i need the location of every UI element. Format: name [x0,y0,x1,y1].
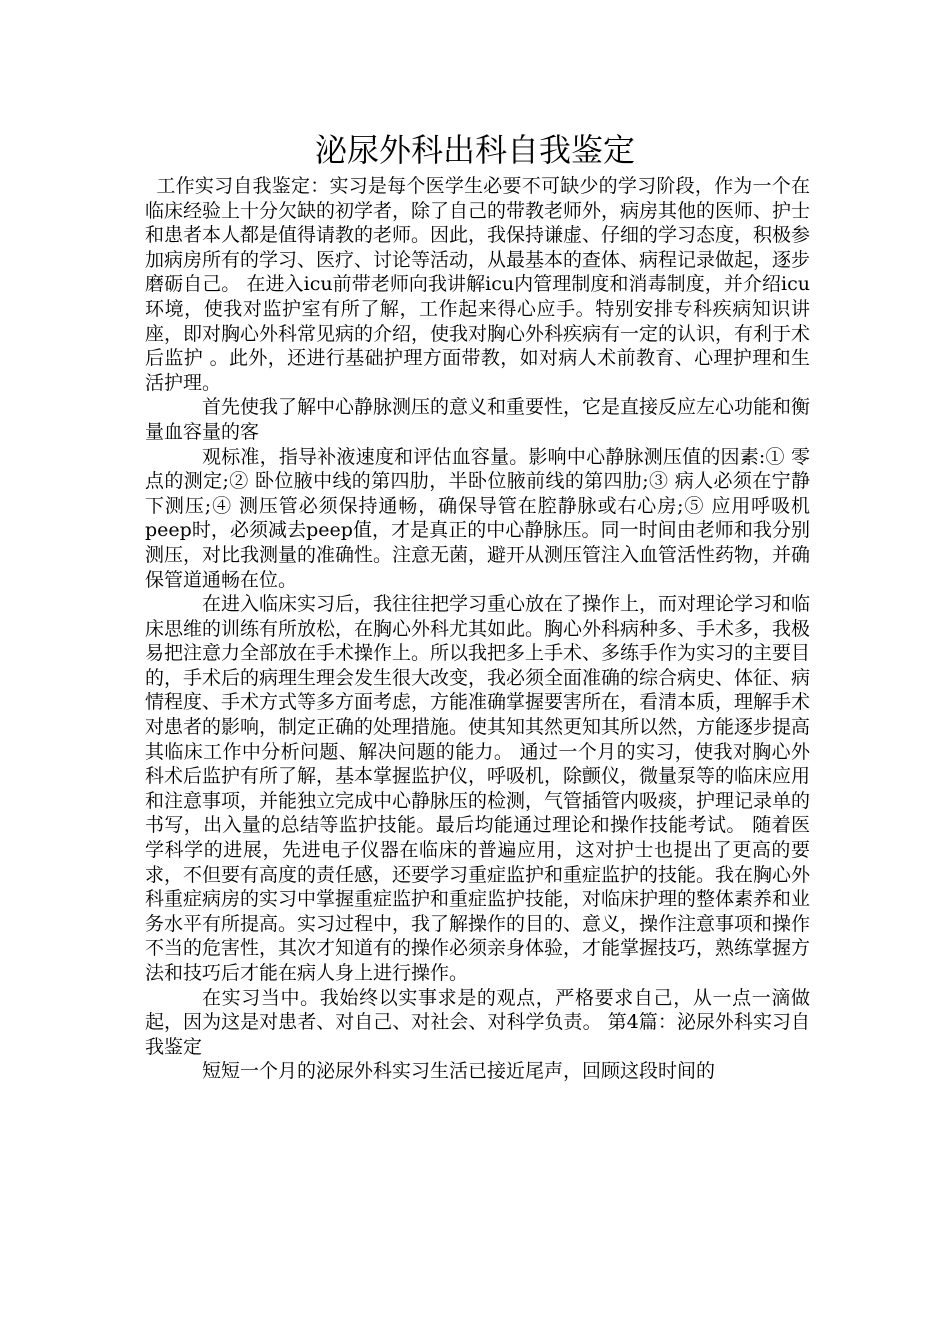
paragraph-1: 工作实习自我鉴定：实习是每个医学生必要不可缺少的学习阶段，作为一个在临床经验上十分欠缺的初学者，除了自己的带教老师外，病房其他的医师、护士和患者本人都是值得请教的老师。因此，我保持谦虚、仔细的学习态度，积极参加病房所有的学习、医疗、讨论等活动，从最基本的查体、病程记录做起，逐步磨砺自己。 在进入icu前带老师向我讲解icu内管理制度和消毒制度，并介绍icu环境，使我对监护室有所了解，工作起来得心应手。特别安排专科疾病知识讲座，即对胸心外科常见病的介绍，使我对胸心外科疾病有一定的认识，有利于术后监护 。此外，还进行基础护理方面带教，如对病人术前教育、心理护理和生活护理。 [145,175,811,394]
paragraph-4: 在进入临床实习后，我往往把学习重心放在了操作上，而对理论学习和临床思维的训练有所放松，在胸心外科尤其如此。胸心外科病种多、手术多，我极易把注意力全部放在手术操作上。所以我把多上手术、多练手作为实习的主要目的，手术后的病理生理会发生很大改变，我必须全面准确的综合病史、体征、病情程度、手术方式等多方面考虑，方能准确掌握要害所在，看清本质，理解手术对患者的影响，制定正确的处理措施。使其知其然更知其所以然，方能逐步提高其临床工作中分析问题、解决问题的能力。 通过一个月的实习，使我对胸心外科术后监护有所了解，基本掌握监护仪，呼吸机，除颤仪，微量泵等的临床应用和注意事项，并能独立完成中心静脉压的检测，气管插管内吸痰，护理记录单的书写，出入量的总结等监护技能。最后均能通过理论和操作技能考试。 随着医学科学的进展，先进电子仪器在临床的普遍应用，这对护士也提出了更高的要求，不但要有高度的责任感，还要学习重症监护和重症监护的技能。我在胸心外科重症病房的实习中掌握重症监护和重症监护技能，对临床护理的整体素养和业务水平有所提高。实习过程中，我了解操作的目的、意义，操作注意事项和操作不当的危害性，其次才知道有的操作必须亲身体验，才能掌握技巧，熟练掌握方法和技巧后才能在病人身上进行操作。 [145,593,811,984]
paragraph-3: 观标准，指导补液速度和评估血容量。影响中心静脉测压值的因素:① 零点的测定;② 卧位腋中线的第四肋，半卧位腋前线的第四肋;③ 病人必须在宁静下测压;④ 测压管必须保持通畅，确保导管在腔静脉或右心房;⑤ 应用呼吸机peep时，必须减去peep值，才是真正的中心静脉压。同一时间由老师和我分别测压，对比我测量的准确性。注意无菌，避开从测压管注入血管活性药物，并确保管道通畅在位。 [145,445,811,591]
paragraph-5: 在实习当中。我始终以实事求是的观点，严格要求自己，从一点一滴做起，因为这是对患者、对自己、对社会、对科学负责。 第4篇：泌尿外科实习自我鉴定 [145,986,810,1058]
paragraph-2: 首先使我了解中心静脉测压的意义和重要性，它是直接反应左心功能和衡量血容量的客 [145,396,811,443]
document-body [145,174,810,1084]
document-title: 泌尿外科出科自我鉴定 [314,131,635,169]
paragraph-6: 短短一个月的泌尿外科实习生活已接近尾声，回顾这段时间的 [202,1060,716,1083]
